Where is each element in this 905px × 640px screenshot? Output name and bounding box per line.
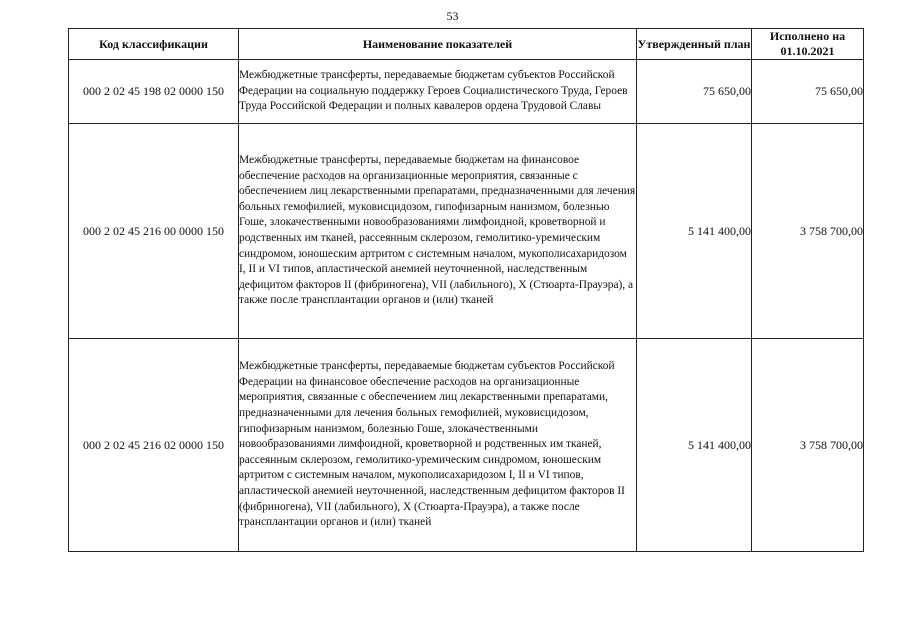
row-executed: 75 650,00 — [752, 60, 864, 124]
table-row — [69, 60, 864, 124]
row-name: Межбюджетные трансферты, передаваемые бюджетам субъектов Российской Федерации на финансовое обеспечение расходов на организационные мероприятия, связанные с обеспечением лиц лекарственными препаратами, предназначенными для лечения больных гемофилией, муковисцидозом, гипофизарным нанизмом, болезнью Гоше, злокачественными новообразованиями лимфоидной, кроветворной и родственных им тканей, рассеянным склерозом, гемолитико-уремическим синдромом, юношеским артритом с системным началом, мукополисахаридозом I, II и VI типов, апластической анемией неуточненной, наследственным дефицитом факторов II (фибриногена), VII (лабильного), X (Стюарта-Прауэра), а также после трансплантации органов и (или) тканей — [239, 339, 637, 552]
header-name: Наименование показателей — [239, 29, 637, 60]
row-name: Межбюджетные трансферты, передаваемые бюджетам на финансовое обеспечение расходов на организационные мероприятия, связанные с обеспечением лиц лекарственными препаратами, предназначенными для лечения больных гемофилией, муковисцидозом, гипофизарным нанизмом, болезнью Гоше, злокачественными новообразованиями лимфоидной, кроветворной и родственных им тканей, рассеянным склерозом, гемолитико-уремическим синдромом, юношеским артритом с системным началом, мукополисахаридозом I, II и VI типов, апластической анемией неуточненной, наследственным дефицитом факторов II (фибриногена), VII (лабильного), X (Стюарта-Прауэра), а также после трансплантации органов и (или) тканей — [239, 124, 637, 339]
page-number: 53 — [446, 9, 459, 23]
table-header-row — [69, 29, 864, 60]
header-plan: Утвержденный план — [637, 29, 752, 60]
row-executed: 3 758 700,00 — [752, 124, 864, 339]
row-code: 000 2 02 45 216 02 0000 150 — [69, 339, 239, 552]
header-code: Код классификации — [69, 29, 239, 60]
row-plan: 5 141 400,00 — [637, 124, 752, 339]
row-code: 000 2 02 45 198 02 0000 150 — [69, 60, 239, 124]
header-executed: Исполнено на 01.10.2021 — [752, 29, 864, 60]
budget-table — [68, 28, 864, 552]
row-code: 000 2 02 45 216 00 0000 150 — [69, 124, 239, 339]
row-plan: 5 141 400,00 — [637, 339, 752, 552]
table-row — [69, 339, 864, 552]
row-plan: 75 650,00 — [637, 60, 752, 124]
row-executed: 3 758 700,00 — [752, 339, 864, 552]
row-name: Межбюджетные трансферты, передаваемые бюджетам субъектов Российской Федерации на социальную поддержку Героев Социалистического Труда, Героев Труда Российской Федерации и полных кавалеров ордена Трудовой Славы — [239, 60, 637, 124]
table-row — [69, 124, 864, 339]
